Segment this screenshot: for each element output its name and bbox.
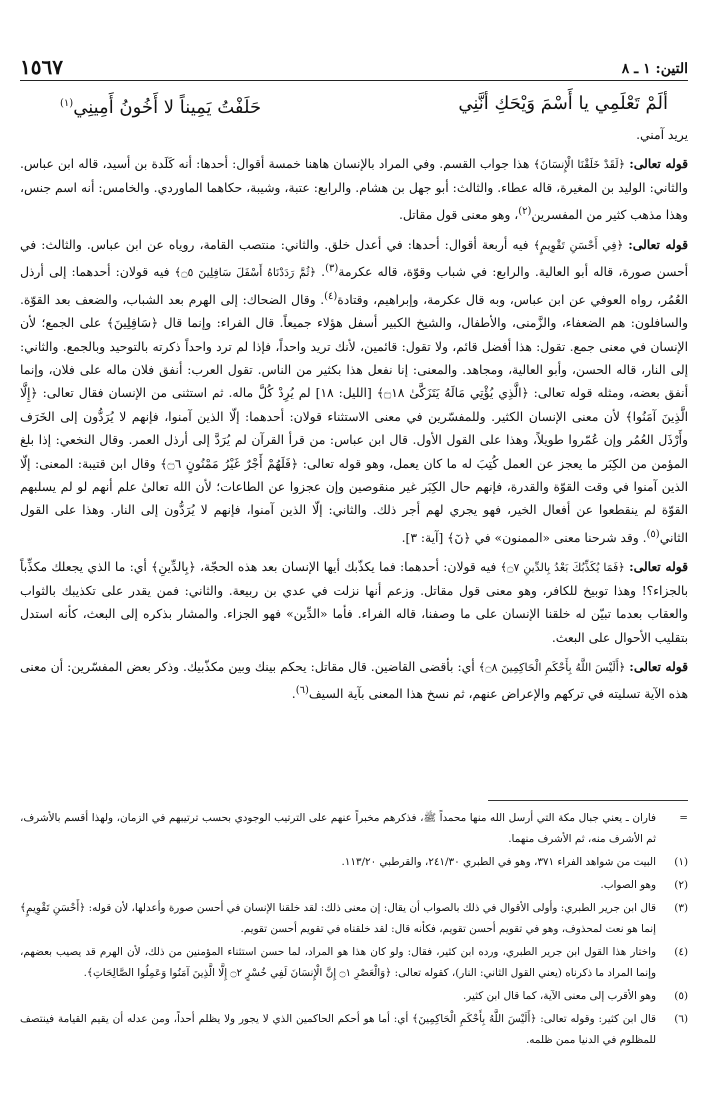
footnote-ref: (٥) [646, 528, 660, 540]
footnote-number: = [679, 812, 688, 824]
footnote-number: (١) [674, 856, 688, 868]
body-text: فيه قولان: أحدهما: فما يكذّبك أيها الإنسان بعد هذه الحجّة، ﴿بِالدِّينِ﴾ أي: ما الذي يجعلك مكذِّباً بالجزاء؟! وهذا توبيخ للكافر، وهو معنى قول مقاتل. وزعم أنها نزلت في عدي بن ربيعة. والثاني: فمن يقدر على تكذيبك بالثواب والعقاب بعدما تبيّن له خلقنا الإنسان على ما وصفنا، قاله الفراء. فأما «الدِّين» فهو الجزاء. والمشار بذكره إلى البعث، كأنه استدل بتقليب الأحوال على البعث. [20, 560, 688, 645]
body-text: فيه قولان: أحدهما: إلى أرذل العُمُر، رواه العوفي عن ابن عباس، وبه قال عكرمة، وإبراهيم، وقتادة [20, 265, 688, 307]
footnotes [20, 808, 688, 1053]
footnote-text: قال ابن جرير الطبري: وأولى الأقوال في ذلك بالصواب أن يقال: إن معنى ذلك: لقد خلقنا الإنسان في أحسن صورة وأعدلها، لأن قوله: ﴿أَحْسَنِ تَقْوِيمٍ﴾ إنما هو نعت لمحذوف، وهو في تقويم أحسن تقويم، فكأنه قال: لقد خلقناه في تقويم أحسن تقويم. [20, 902, 656, 935]
verse-left-hemistich [60, 90, 261, 118]
footnote-text: فاران ـ يعني جبال مكة التي أرسل الله منها محمداً ﷺ، فذكرهم مخبراً عنهم على الترتيب الوجودي بحسب ترتيبهم في الزمان، ولهذا أقسم بالأشرف، ثم الأشرف منه، ثم الأشرف منهما. [20, 812, 656, 845]
quran-quote: ﴿أَلَيْسَ اللَّهُ بِأَحْكَمِ الْحَاكِمِينَ ۝٨﴾ [478, 660, 626, 674]
quran-quote: ﴿فَمَا يُكَذِّبُكَ بَعْدُ بِالدِّينِ ۝٧﴾ [500, 561, 625, 575]
surah-range: التين: ١ ـ ٨ [621, 61, 688, 77]
footnote-number: (٦) [674, 1013, 688, 1025]
body-text: هذا جواب القسم. وفي المراد بالإنسان هاهنا خمسة أقوال: أحدها: أنه كَلَدة بن أسيد، قاله ابن عباس. والثاني: الوليد بن المغيرة، قاله عطاء. والثالث: أبو جهل بن هشام. والرابع: عتبة، وشيبة، حكاهما الماوردي. والخامس: أنه اسم جنس، وهذا مذهب كثير من المفسرين [20, 157, 688, 223]
footnote-ref: (١) [60, 98, 74, 109]
footnote-text: وهو الصواب. [600, 879, 656, 891]
footnote-text: وهو الأقرب إلى معنى الآية، كما قال ابن كثير. [462, 990, 656, 1002]
paragraph [20, 555, 688, 650]
footnote [20, 808, 688, 850]
footnote-text: قال ابن كثير: وقوله تعالى: ﴿أَلَيْسَ اللَّهُ بِأَحْكَمِ الْحَاكِمِينَ﴾ أي: أما هو أحكم الحاكمين الذي لا يجور ولا يظلم أحداً، ومن عدله أن يقيم القيامة فينتصف للمظلوم في الدنيا ممن ظلمه. [20, 1013, 656, 1046]
body-text: . وقال الضحاك: إلى الهرم بعد الشباب، والضعف بعد القوّة. والسافلون: هم الضعفاء، والزَّمنى، والأطفال، والشيخ الكبير أسفل هؤلاء جميعاً. قال الفراء: وإنما قال ﴿سَافِلِينَ﴾ على الجمع؛ لأن الإنسان في معنى جمع. تقول: هذا أفضل قائم، ولا تقول: قائمين، لأنك تريد واحداً، فإذا لم ترد واحداً ذكرته بالتوحيد وبالجمع. والثاني: إلى النار، قاله الحسن، وأبو العالية، ومجاهد. والمعنى: إنا نفعل هذا بكثير من الناس. تقول العرب: أنفق فلان ماله على فلان، وإنما أنفق بعضه، ومثله قوله تعالى: ﴿الَّذِي يُؤْتِي مَالَهُ يَتَزَكَّىٰ ۝١٨﴾ [الليل: ١٨] لم يُرِدْ كُلَّ ماله. ثم استثنى من الإنسان فقال تعالى: ﴿إِلَّا الَّذِينَ آمَنُوا﴾ لأن معنى الإنسان الكثير. وللمفسّرين في معنى الاستثناء قولان: أحدهما: إلّا الذين آمنوا، فإنهم لا يُرَدُّون إلى الخَرَف وأَرْذَل العُمُر وإن عُمّروا طويلاً، وهذا على القول الأول. قال ابن عباس: من قرأ القرآن لم يُرَدَّ إلى أرذل العمر. وقال النخعي: إذا بلغ المؤمن من الكِبَر ما يعجز عن العمل كُتِبَ له ما كان يعمل، وهو قوله تعالى: ﴿فَلَهُمْ أَجْرٌ غَيْرُ مَمْنُونٍ ۝٦﴾ وقال ابن قتيبة: المعنى: إلّا الذين آمنوا في وقت القوّة والقدرة، فإنهم حال الكِبَر غير منقوصين وإن عجزوا عن الطاعات؛ لأن الله تعالىٰ علم أنهم لو لم يسلبهم القوّة لم ينقطعوا عن أفعال الخير، فهو يجري لهم أجر ذلك. والثاني: إلّا الذين آمنوا، فإنهم لا يُرَدُّون إلى النار. وهذا على القول الثاني [20, 292, 688, 545]
section-label: قوله تعالى: [628, 236, 688, 252]
quran-quote: ﴿لَقَدْ خَلَقْنَا الْإِنسَانَ﴾ [533, 158, 626, 172]
main-text [20, 124, 688, 707]
page-number: ١٥٦٧ [20, 55, 63, 79]
section-label: قوله تعالى: [629, 658, 688, 674]
footnote-ref: (٤) [324, 290, 338, 302]
footnote-number: (٤) [674, 946, 688, 958]
footnote-number: (٢) [674, 879, 688, 891]
footnote [20, 942, 688, 984]
body-text: ، وهو معنى قول مقاتل. [399, 208, 519, 223]
verse-right-hemistich: ألَمْ تَعْلَمِي يا أَسْمَ وَيْحَكِ أنَّنِي [458, 93, 668, 114]
body-text: . وقد شرحنا معنى «الممنون» في ﴿نٓ﴾ [آية: ٣]. [401, 530, 647, 545]
footnote [20, 852, 688, 873]
footnote [20, 875, 688, 896]
paragraph [20, 152, 688, 227]
body-text: أي: بأقضى القاضين. قال مقاتل: يحكم بينك وبين مكذّبيك. وذكر بعض المفسّرين: أن معنى هذه الآية تسليته في تركهم والإعراض عنهم، ثم نسخ هذا المعنى بآية السيف [20, 659, 688, 702]
body-text: فيه أربعة أقوال: أحدها: في أعدل خلق. والثاني: منتصب القامة، روياه عن ابن عباس. والثالث: في أحسن صورة، قاله أبو العالية. والرابع: في شباب وقوّة، قاله عكرمة [20, 237, 688, 280]
section-label: قوله تعالى: [629, 559, 688, 575]
footnote-number: (٣) [674, 902, 688, 914]
footnote-number: (٥) [674, 990, 688, 1002]
quran-quote: ﴿ثُمَّ رَدَدْنَاهُ أَسْفَلَ سَافِلِينَ ۝٥﴾ [174, 266, 316, 280]
paragraph: قوله تعالى: ﴿أَلَيْسَ اللَّهُ بِأَحْكَمِ الْحَاكِمِينَ ۝٨﴾ أي: بأقضى القاضين. قال مقاتل: يحكم بينك وبين مكذّبيك. وذكر بعض المفسّرين: أن معنى هذه الآية تسليته في تركهم والإعراض عنهم، ثم نسخ هذا المعنى بآية السيف$^{(٦)}$. [20, 658, 688, 702]
poetry-verse [60, 90, 668, 118]
footnote [20, 898, 688, 940]
page-header [20, 50, 688, 81]
paragraph: يريد آمني. [636, 128, 688, 142]
verse-left-text: حَلَفْتُ يَمِيناً لا أَخُونُ أَمِينِي [73, 97, 262, 118]
footnote [20, 1009, 688, 1051]
footnote-ref: (٦) [295, 685, 309, 697]
footnote [20, 986, 688, 1007]
quran-quote: ﴿فِي أَحْسَنِ تَقْوِيمٍ﴾ [533, 238, 624, 252]
footnote-ref: (٢) [518, 206, 532, 218]
footnote-text: واختار هذا القول ابن جرير الطبري، ورده ابن كثير، فقال: ولو كان هذا هو المراد، لما حسن استثناء المؤمنين من ذلك، لأن الهرم قد يصيب بعضهم، وإنما المراد ما ذكرناه (يعني القول الثاني: النار)، كقوله تعالى: ﴿وَالْعَصْرِ ۝١ إِنَّ الْإِنسَانَ لَفِي خُسْرٍ ۝٢ إِلَّا الَّذِينَ آمَنُوا وَعَمِلُوا الصَّالِحَاتِ﴾. [20, 946, 656, 979]
footnote-ref: (٣) [325, 263, 339, 275]
footnote-divider [488, 800, 688, 801]
section-label: قوله تعالى: [629, 156, 688, 172]
footnote-text: البيت من شواهد الفراء ٣٧١، وهو في الطبري ٢٤١/٣٠، والقرطبي ١١٣/٢٠. [341, 856, 656, 868]
paragraph: قوله تعالى: ﴿فِي أَحْسَنِ تَقْوِيمٍ﴾ فيه أربعة أقوال: أحدها: في أعدل خلق. والثاني: منتصب القامة، روياه عن ابن عباس. والثالث: في أحسن صورة، قاله أبو العالية. والرابع: في شباب وقوّة، قاله عكرمة$^{(٣)}$. ﴿ثُمَّ رَدَدْنَاهُ أَسْفَلَ سَافِلِينَ ۝٥﴾ فيه قولان: أحدهما: إلى أرذل العُمُر، رواه العوفي عن ابن عباس، وبه قال عكرمة، وإبراهيم، وقتادة$^{(٤)}$. وقال الضحاك: إلى الهرم بعد الشباب، والضعف بعد القوّة. والسافلون: هم الضعفاء، والزَّمنى، والأطفال، والشيخ الكبير أسفل هؤلاء جميعاً. قال الفراء: وإنما قال ﴿سَافِلِينَ﴾ على الجمع؛ لأن الإنسان في معنى جمع. تقول: هذا أفضل قائم، ولا تقول: قائمين، لأنك تريد واحداً، فإذا لم ترد واحداً ذكرته بالتوحيد وبالجمع. والثاني: إلى النار، قاله الحسن، وأبو العالية، ومجاهد. والمعنى: إنا نفعل هذا بكثير من الناس. تقول العرب: أنفق فلان ماله على فلان، وإنما أنفق بعضه، ومثله قوله تعالى: ﴿الَّذِي يُؤْتِي مَالَهُ يَتَزَكَّىٰ ۝١٨﴾ [الليل: ١٨] لم يُرِدْ كُلَّ ماله. ثم استثنى من الإنسان فقال تعالى: ﴿إِلَّا الَّذِينَ آمَنُوا﴾ لأن معنى الإنسان الكثير. وللمفسّرين في معنى الاستثناء قولان: أحدهما: إلّا الذين آمنوا، فإنهم لا يُرَدُّون إلى الخَرَف وأَرْذَل العُمُر وإن عُمّروا طويلاً، وهذا على القول الأول. قال ابن عباس: من قرأ القرآن لم يُرَدَّ إلى أرذل العمر. وقال النخعي: إذا بلغ المؤمن من الكِبَر ما يعجز عن العمل كُتِبَ له ما كان يعمل، وهو قوله تعالى: ﴿فَلَهُمْ أَجْرٌ غَيْرُ مَمْنُونٍ ۝٦﴾ وقال ابن قتيبة: المعنى: إلّا الذين آمنوا في وقت القوّة والقدرة، فإنهم حال الكِبَر غير منقوصين وإن عجزوا عن الطاعات؛ لأن الله تعالىٰ علم أنهم لو لم يسلبهم القوّة لم ينقطعوا عن أفعال الخير، فهو يجري لهم أجر ذلك. والثاني: إلّا الذين آمنوا، فإنهم لا يُرَدُّون إلى النار. وهذا على القول الثاني$^{(٥)}$. وقد شرحنا معنى «الممنون» في ﴿نٓ﴾ [آية: ٣]. [20, 236, 688, 545]
